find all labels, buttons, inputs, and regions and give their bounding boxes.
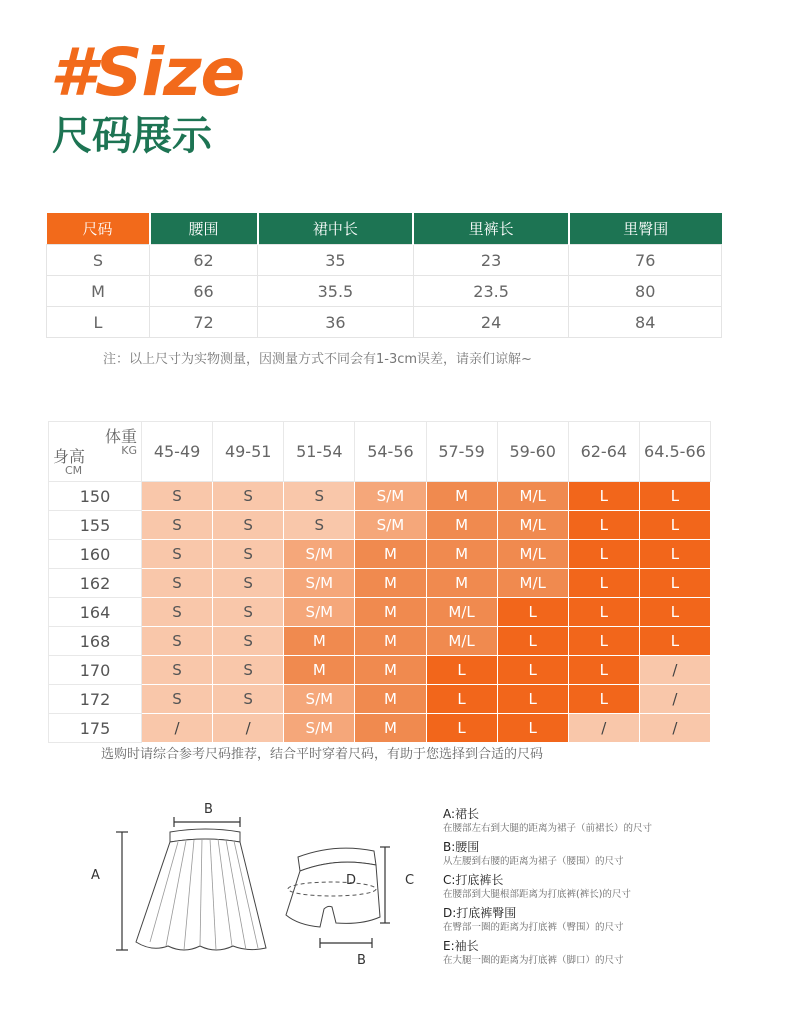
size-table-header: 腰围: [150, 213, 258, 245]
recommended-size-cell: L: [639, 627, 710, 656]
weight-column-header: 64.5-66: [639, 422, 710, 482]
recommended-size-cell: S/M: [355, 482, 426, 511]
skirt-label-a: A: [91, 868, 100, 883]
size-table-header: 尺码: [47, 213, 150, 245]
weight-column-header: 45-49: [142, 422, 213, 482]
recommended-size-cell: L: [568, 627, 639, 656]
size-table-cell: 76: [569, 245, 722, 276]
recommended-size-cell: M/L: [426, 627, 497, 656]
height-row-header: 170: [49, 656, 142, 685]
legend-description: 从左腰到右腰的距离为裙子（腰围）的尺寸: [443, 856, 624, 867]
recommended-size-cell: L: [426, 685, 497, 714]
size-table-cell: L: [47, 307, 150, 338]
recommended-size-cell: M/L: [497, 511, 568, 540]
legend-description: 在臀部一圈的距离为打底裤（臀围）的尺寸: [443, 922, 624, 933]
legend-title: A:裙长: [443, 807, 480, 821]
weight-column-header: 57-59: [426, 422, 497, 482]
skirt-label-b: B: [204, 802, 213, 817]
recommended-size-cell: S: [213, 598, 284, 627]
recommended-size-cell: S: [142, 656, 213, 685]
height-row-header: 164: [49, 598, 142, 627]
height-row-header: 175: [49, 714, 142, 743]
height-row-header: 168: [49, 627, 142, 656]
recommended-size-cell: M: [355, 540, 426, 569]
legend-title: B:腰围: [443, 840, 480, 854]
recommended-size-cell: S: [142, 685, 213, 714]
table-row: [49, 511, 711, 540]
weight-column-header: 62-64: [568, 422, 639, 482]
size-table-cell: 84: [569, 307, 722, 338]
weight-unit: KG: [121, 444, 137, 457]
recommended-size-cell: M: [426, 540, 497, 569]
legend-item: [443, 839, 763, 868]
recommended-size-cell: S: [213, 627, 284, 656]
recommended-size-cell: L: [568, 569, 639, 598]
recommended-size-cell: L: [497, 627, 568, 656]
shorts-label-b: B: [357, 953, 366, 968]
table-row: [47, 276, 722, 307]
size-table-cell: M: [47, 276, 150, 307]
size-table-header: 里裤长: [413, 213, 569, 245]
recommended-size-cell: S: [142, 511, 213, 540]
height-row-header: 172: [49, 685, 142, 714]
size-table-cell: 35: [258, 245, 414, 276]
shorts-diagram: [280, 835, 430, 960]
recommended-size-cell: S: [142, 627, 213, 656]
recommended-size-cell: S: [142, 598, 213, 627]
recommended-size-cell: /: [213, 714, 284, 743]
weight-column-header: 51-54: [284, 422, 355, 482]
legend-item: [443, 938, 763, 967]
height-unit: CM: [65, 464, 83, 477]
recommended-size-cell: S: [142, 569, 213, 598]
table-row: [49, 540, 711, 569]
recommended-size-cell: L: [568, 656, 639, 685]
recommended-size-cell: L: [568, 540, 639, 569]
recommended-size-cell: L: [568, 511, 639, 540]
legend-item: [443, 872, 763, 901]
recommended-size-cell: M/L: [426, 598, 497, 627]
measurement-note: 注：以上尺寸为实物测量，因测量方式不同会有1-3cm误差，请亲们谅解~: [103, 352, 532, 367]
recommended-size-cell: M: [284, 627, 355, 656]
recommended-size-cell: S/M: [284, 598, 355, 627]
legend-title: D:打底裤臀围: [443, 906, 517, 920]
recommended-size-cell: S: [213, 569, 284, 598]
recommended-size-cell: /: [142, 714, 213, 743]
recommended-size-cell: L: [639, 482, 710, 511]
size-table-header: 里臀围: [569, 213, 722, 245]
recommended-size-cell: L: [639, 511, 710, 540]
recommended-size-cell: M: [355, 598, 426, 627]
size-recommendation-table: [48, 421, 711, 743]
table-row: [47, 245, 722, 276]
recommended-size-cell: L: [639, 540, 710, 569]
size-table-cell: 66: [150, 276, 258, 307]
size-table-cell: S: [47, 245, 150, 276]
recommended-size-cell: S: [142, 540, 213, 569]
legend-description: 在腰部左右到大腿的距离为裙子（前裙长）的尺寸: [443, 823, 653, 834]
table-row: [49, 482, 711, 511]
recommended-size-cell: L: [568, 482, 639, 511]
recommended-size-cell: M: [355, 685, 426, 714]
recommended-size-cell: S/M: [284, 685, 355, 714]
size-table-cell: 62: [150, 245, 258, 276]
legend-title: C:打底裤长: [443, 873, 504, 887]
recommended-size-cell: M: [355, 656, 426, 685]
recommended-size-cell: L: [497, 656, 568, 685]
height-row-header: 162: [49, 569, 142, 598]
size-table-cell: 24: [413, 307, 569, 338]
size-table-cell: 35.5: [258, 276, 414, 307]
size-table: [46, 213, 722, 338]
recommended-size-cell: S: [142, 482, 213, 511]
recommended-size-cell: S: [284, 511, 355, 540]
table-row: [49, 569, 711, 598]
height-label: 身高: [53, 447, 86, 466]
recommended-size-cell: M: [355, 714, 426, 743]
recommended-size-cell: S/M: [284, 569, 355, 598]
recommended-size-cell: L: [426, 714, 497, 743]
size-table-cell: 23: [413, 245, 569, 276]
table-row: [49, 656, 711, 685]
skirt-diagram: [88, 800, 288, 972]
weight-column-header: 54-56: [355, 422, 426, 482]
recommended-size-cell: M: [426, 482, 497, 511]
recommended-size-cell: L: [497, 714, 568, 743]
recommended-size-cell: L: [639, 569, 710, 598]
table-row: [49, 598, 711, 627]
recommended-size-cell: M/L: [497, 482, 568, 511]
size-table-header: 裙中长: [258, 213, 414, 245]
recommended-size-cell: M: [426, 569, 497, 598]
legend-description: 在腰部到大腿根部距离为打底裤(裤长)的尺寸: [443, 889, 631, 900]
recommended-size-cell: M: [355, 627, 426, 656]
recommended-size-cell: /: [639, 656, 710, 685]
recommended-size-cell: S: [213, 685, 284, 714]
legend-description: 在大腿一圈的距离为打底裤（脚口）的尺寸: [443, 955, 624, 966]
table-row: [49, 714, 711, 743]
recommended-size-cell: L: [568, 685, 639, 714]
recommended-size-cell: S/M: [284, 540, 355, 569]
recommended-size-cell: M: [355, 569, 426, 598]
legend-title: E:袖长: [443, 939, 479, 953]
recommended-size-cell: /: [639, 714, 710, 743]
legend-item: [443, 806, 763, 835]
height-row-header: 150: [49, 482, 142, 511]
shorts-label-c: C: [405, 873, 415, 888]
measurement-legend: [443, 806, 763, 971]
table-corner-header: [49, 422, 142, 482]
size-table-cell: 72: [150, 307, 258, 338]
recommended-size-cell: L: [497, 598, 568, 627]
recommended-size-cell: /: [568, 714, 639, 743]
legend-item: [443, 905, 763, 934]
recommended-size-cell: L: [497, 685, 568, 714]
recommended-size-cell: L: [568, 598, 639, 627]
table-row: [49, 627, 711, 656]
recommended-size-cell: L: [639, 598, 710, 627]
shorts-label-d: D: [346, 873, 357, 888]
recommended-size-cell: S: [284, 482, 355, 511]
recommended-size-cell: M/L: [497, 569, 568, 598]
weight-column-header: 59-60: [497, 422, 568, 482]
table-row: [49, 685, 711, 714]
recommended-size-cell: S: [213, 540, 284, 569]
title-english: #Size: [50, 34, 245, 111]
size-table-cell: 23.5: [413, 276, 569, 307]
size-table-cell: 36: [258, 307, 414, 338]
recommended-size-cell: S: [213, 511, 284, 540]
recommended-size-cell: L: [426, 656, 497, 685]
recommended-size-cell: /: [639, 685, 710, 714]
size-table-cell: 80: [569, 276, 722, 307]
recommended-size-cell: S: [213, 656, 284, 685]
recommended-size-cell: S/M: [355, 511, 426, 540]
height-row-header: 160: [49, 540, 142, 569]
recommended-size-cell: S: [213, 482, 284, 511]
recommended-size-cell: S/M: [284, 714, 355, 743]
selection-tip: 选购时请综合参考尺码推荐，结合平时穿着尺码，有助于您选择到合适的尺码: [101, 747, 544, 762]
table-row: [47, 307, 722, 338]
height-row-header: 155: [49, 511, 142, 540]
recommended-size-cell: M/L: [497, 540, 568, 569]
title-chinese: 尺码展示: [52, 113, 212, 159]
weight-label: 体重: [104, 427, 137, 446]
recommended-size-cell: M: [284, 656, 355, 685]
weight-column-header: 49-51: [213, 422, 284, 482]
recommended-size-cell: M: [426, 511, 497, 540]
